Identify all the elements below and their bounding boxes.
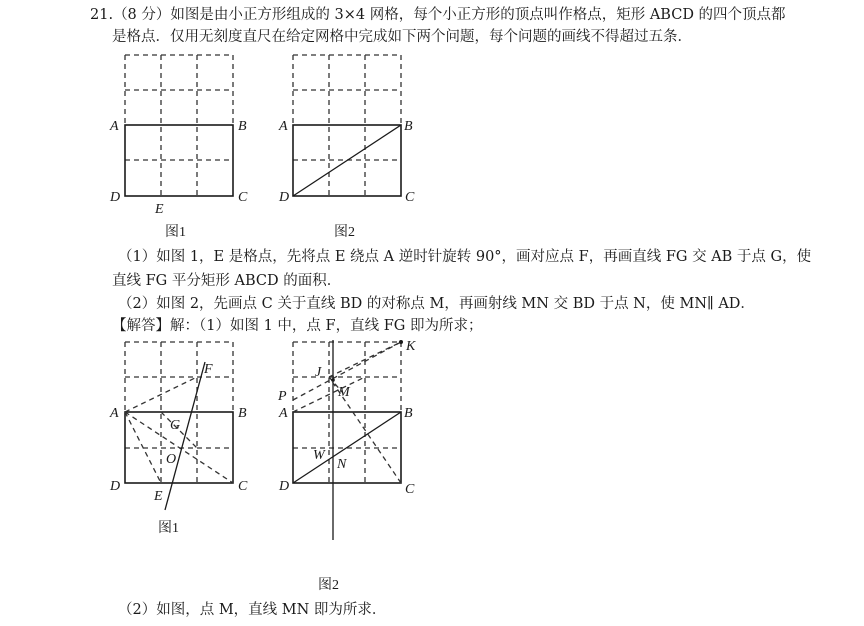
question-2-line: （2）如图 2，先画点 C 关于直线 BD 的对称点 M，再画射线 MN 交 BD 于点 N，使 MN∥ AD． <box>118 296 755 312</box>
line-fg <box>165 362 205 510</box>
label-c: C <box>238 190 248 205</box>
solution-fig1-caption: 图1 <box>158 521 179 536</box>
answer-head: 【解答】解：（1）如图 1 中，点 F，直线 FG 即为所求； <box>112 318 483 334</box>
label-n: N <box>337 457 347 472</box>
problem-figure-2 <box>278 55 415 240</box>
label-e: E <box>154 489 163 504</box>
label-a: A <box>279 119 288 134</box>
label-a: A <box>110 406 119 421</box>
label-b: B <box>238 406 247 421</box>
label-d: D <box>110 190 121 205</box>
label-d: D <box>279 190 290 205</box>
problem-number: 21. <box>90 7 114 23</box>
label-k: K <box>406 339 416 354</box>
label-p: P <box>278 389 287 404</box>
label-b: B <box>404 406 413 421</box>
label-c: C <box>405 190 415 205</box>
problem-line-2: 是格点．仅用无刻度直尺在给定网格中完成如下两个问题，每个问题的画线不得超过五条． <box>112 29 692 45</box>
problem-fig2-caption: 图2 <box>334 225 355 240</box>
label-o: O <box>166 452 177 467</box>
label-j: J <box>315 365 322 380</box>
problem-figure-1 <box>109 55 248 240</box>
label-d: D <box>279 479 290 494</box>
problem-stem-1: 如图是由小正方形组成的 3×4 网格，每个小正方形的顶点叫作格点，矩形 ABCD 的四个顶点都 <box>170 7 786 23</box>
label-b: B <box>404 119 413 134</box>
label-c: C <box>238 479 248 494</box>
label-e: E <box>155 202 164 217</box>
problem-fig1-caption: 图1 <box>165 225 186 240</box>
problem-score: （8 分） <box>113 7 171 23</box>
label-m: M <box>338 385 350 400</box>
label-f: F <box>204 362 213 377</box>
solution-figure-2 <box>277 339 416 593</box>
solution-fig2-caption: 图2 <box>318 578 339 593</box>
solution-figure-1 <box>109 342 248 536</box>
label-c: C <box>405 482 415 497</box>
question-1-line-1: （1）如图 1，E 是格点，先将点 E 绕点 A 逆时针旋转 90°，画对应点 F，再画直线 FG 交 AB 于点 G，使 <box>118 249 812 265</box>
label-a: A <box>110 119 119 134</box>
label-w: W <box>313 448 325 463</box>
label-d: D <box>110 479 121 494</box>
label-a: A <box>279 406 288 421</box>
question-1-line-2: 直线 FG 平分矩形 ABCD 的面积． <box>112 273 342 289</box>
label-g: G <box>170 418 181 433</box>
answer-part-2: （2）如图，点 M，直线 MN 即为所求． <box>118 602 387 618</box>
label-b: B <box>238 119 247 134</box>
